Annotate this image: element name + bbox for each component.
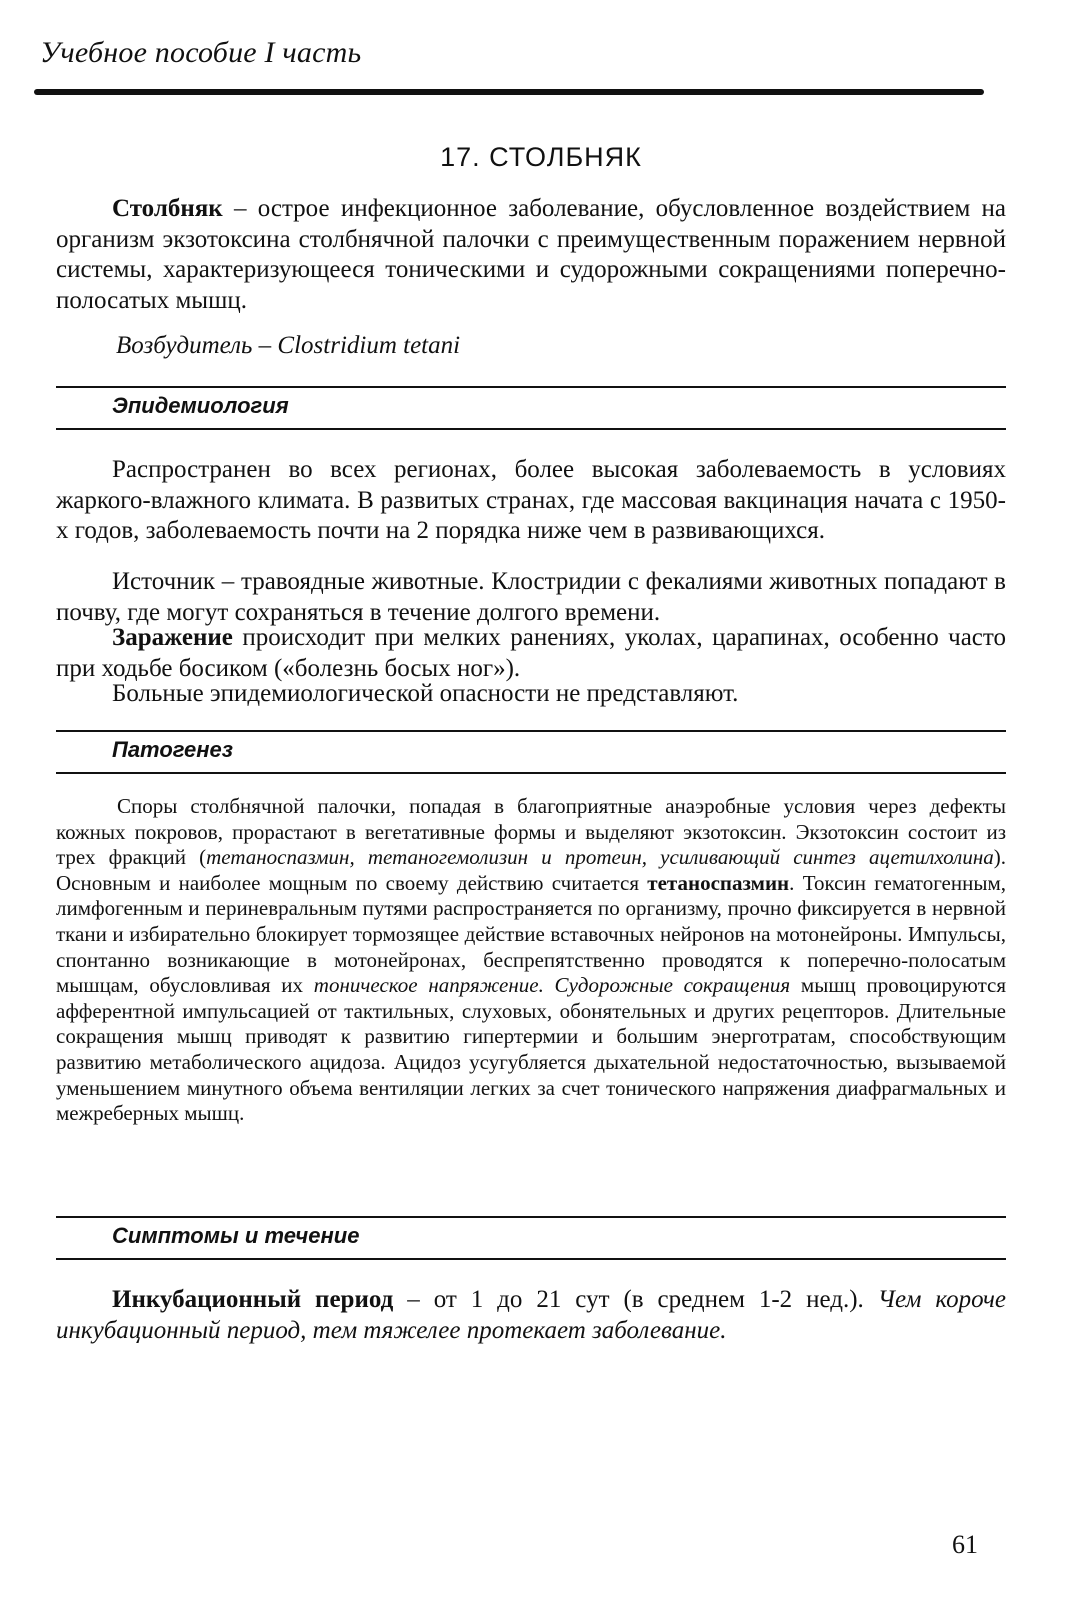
pathogenesis-paragraph xyxy=(56,794,1006,1127)
tetanospasmin-term: тетаноспазмин xyxy=(647,870,790,895)
section-rule xyxy=(56,1216,1006,1218)
section-rule xyxy=(56,772,1006,774)
incubation-note: Чем короче инкубационный период, тем тяжелее протекает заболевание. xyxy=(56,1286,1006,1344)
epidemiology-paragraph-4: Больные эпидемиологической опасности не представляют. xyxy=(112,680,739,707)
pathogenesis-text: . Токсин гематогенным, лимфогенным и периневральным путями распространяется по организму, прочно фиксируется в нервной ткани и избирательно блокирует тормозящее действие вставочных нейронов на мотонейроны. Импульсы, спонтанно возникающие в мотонейронах, беспрепятственно проводятся к поперечно-полосатым мышцам, обусловливая их xyxy=(56,870,1006,998)
infection-term: Заражение xyxy=(112,624,233,651)
pathogenesis-text: Споры столбнячной палочки, попадая в благоприятные анаэробные условия через дефекты кожных покровов, прорастают в вегетативные формы и выделяют экзотоксин. Экзотоксин состоит из трех фракций ( xyxy=(56,794,1006,870)
epidemiology-paragraph-3 xyxy=(56,623,1006,684)
symptoms-paragraph xyxy=(56,1285,1006,1346)
definition-term: Столбняк xyxy=(112,195,223,222)
page-number: 61 xyxy=(952,1530,978,1559)
section-title: Симптомы и течение xyxy=(112,1223,360,1248)
epidemiology-paragraph-2: Источник – травоядные животные. Клостридии с фекалиями животных попадают в почву, где могут сохраняться в течение долгого времени. xyxy=(56,568,1006,626)
running-head: Учебное пособие I часть xyxy=(40,36,362,69)
section-header-pathogenesis xyxy=(56,730,1006,774)
section-rule xyxy=(56,428,1006,430)
section-title: Эпидемиология xyxy=(112,393,289,418)
chapter-title: 17. СТОЛБНЯК xyxy=(440,142,642,172)
section-rule xyxy=(56,730,1006,732)
incubation-text: – от 1 до 21 сут (в среднем 1-2 нед.). xyxy=(393,1286,878,1313)
incubation-term: Инкубационный период xyxy=(112,1286,394,1313)
header-rule xyxy=(34,89,984,95)
epidemiology-paragraph-1: Распространен во всех регионах, более высокая заболеваемость в условиях жаркого-влажного климата. В развитых странах, где массовая вакцинация начата с 1950-х годов, заболеваемость почти на 2 порядка ниже чем в развивающихся. xyxy=(56,456,1006,544)
section-title: Патогенез xyxy=(112,737,233,762)
section-header-epidemiology xyxy=(56,386,1006,430)
pathogenesis-text: мышц провоцируются афферентной импульсацией от тактильных, слуховых, обонятельных и других рецепторов. Длительные сокращения мышц приводят к развитию гипертермии и большим энерготратам, способствующим развитию метаболического ацидоза. Ацидоз усугубляется дыхательной недостаточностью, вызываемой уменьшением минутного объема вентиляции легких за счет тонического напряжения диафрагмальных и межреберных мышц. xyxy=(56,973,1006,1126)
toxin-fractions: тетаноспазмин, тетаногемолизин и протеин, усиливающий синтез ацетилхолина xyxy=(206,845,994,870)
infection-text: происходит при мелких ранениях, уколах, царапинах, особенно часто при ходьбе босиком («болезнь босых ног»). xyxy=(56,624,1006,682)
section-header-symptoms xyxy=(56,1216,1006,1260)
pathogenesis-text: ). Основным и наиболее мощным по своему действию считается xyxy=(56,845,1006,895)
pathogen-line: Возбудитель – Clostridium tetani xyxy=(116,332,461,359)
definition-text: – острое инфекционное заболевание, обусловленное воздействием на организм экзотоксина столбнячной палочки с преимущественным поражением нервной системы, характеризующееся тоническими и судорожными сокращениями поперечно-полосатых мышц. xyxy=(56,195,1006,314)
section-rule xyxy=(56,386,1006,388)
section-rule xyxy=(56,1258,1006,1260)
definition-paragraph xyxy=(56,194,1006,316)
tonic-tension-term: тоническое напряжение. Судорожные сокращения xyxy=(313,973,791,998)
